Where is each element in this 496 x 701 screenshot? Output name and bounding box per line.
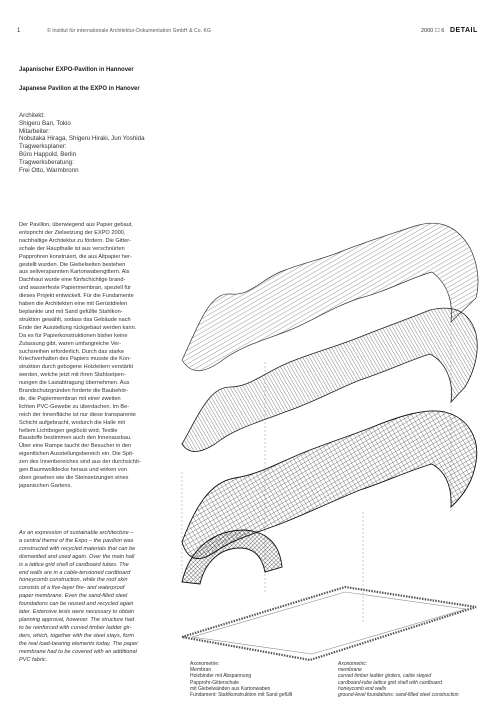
text-line: struktion durch gebogene Holzleitern verstärkt <box>19 364 134 371</box>
title-english: Japanese Pavilion at the EXPO in Hanover <box>19 86 140 92</box>
text-line: Zulassung gibt, waren umfangreiche Ver- <box>19 340 121 347</box>
caption-line: membrane <box>338 667 362 674</box>
credit-line: Architekt: <box>19 112 45 119</box>
text-line: constructed with recycled materials that can be <box>19 545 136 552</box>
credit-line: Tragwerksplaner: <box>19 143 67 151</box>
text-line: schale der Haupthalle ist aus verschnürten <box>19 245 125 252</box>
text-line: consists of a five-layer fire- and waterproof <box>19 585 125 592</box>
page-number: 1 <box>17 28 21 34</box>
text-line: Baustoffe bestimmen auch den Innenausbau. <box>19 435 132 442</box>
text-line: ders, which, together with the steel stays, form <box>19 632 135 639</box>
foundation-layer <box>182 587 476 660</box>
text-line: Über eine Rampe taucht der Besucher in den <box>19 443 132 450</box>
text-line: gen Baumwolldecke heraus und wirken von <box>19 467 127 474</box>
text-line: end walls are in a cable-tensioned cardboard <box>19 569 131 576</box>
credit-line: Frei Otto, Warmbronn <box>19 166 79 174</box>
credit-line: Shigeru Ban, Tokio <box>19 119 71 127</box>
text-line: beplankte und mit Sand gefüllte Stahlkon- <box>19 308 123 315</box>
body-text-german <box>19 222 181 491</box>
caption-line: Axonometrie: <box>190 661 220 667</box>
text-line: entspricht der Zielsetzung der EXPO 2000, <box>19 229 126 236</box>
text-line: Der Pavillon, überwiegend aus Papier gebaut, <box>19 222 133 228</box>
text-line: Kriechverhalten des Papiers musste die Kon- <box>19 356 131 363</box>
body-text-english <box>19 530 181 664</box>
caption-line: Papprohr-Gitterschale <box>190 679 239 686</box>
text-line: As an expression of sustainable architecture – <box>19 530 134 536</box>
text-line: foundations can be reused and recycled again <box>19 601 134 608</box>
publisher-line: © Institut für internationale Architektur-Dokumentation GmbH & Co. KG <box>47 28 211 34</box>
caption-line: ground-level foundations: sand-filled steel construction <box>338 692 459 699</box>
text-line: werden, welche jetzt mit ihren Stahlsetpen- <box>19 372 126 379</box>
credit-line: Büro Happold, Berlin <box>19 150 77 158</box>
text-line: later. Extensive tests were necessary to obtain <box>19 609 135 616</box>
caption-english <box>338 661 459 698</box>
text-line: membrane had to be covered with an additional <box>19 648 137 655</box>
text-line: de, die Papiermembran mit einer zweiten <box>19 395 121 402</box>
text-line: aus seilverspannten Kartonwabengittern. Als <box>19 269 130 276</box>
text-line: Papprohren konstruiert, die aus Altpapier her- <box>19 253 132 260</box>
credit-line: Nobutaka Hiraga, Shigeru Hiraki, Jun Yoshida <box>19 135 145 143</box>
text-line: is a lattice grid shell of cardboard tubes. The <box>19 561 129 568</box>
text-line: PVC fabric. <box>19 656 48 663</box>
caption-german <box>190 661 292 698</box>
text-line: struktion gewählt, sodass das Gebäude nach <box>19 316 131 323</box>
text-line: gestellt wurden. Die Giebelseiten bestehen <box>19 261 126 268</box>
text-line: Schicht aufgebracht, wodurch die Halle mit <box>19 419 126 426</box>
text-line: nachhaltige Architektur zu fördern. Die Gitter- <box>19 237 131 244</box>
text-line: paper membrane. Even the sand-filled steel <box>19 593 128 600</box>
caption-line: curved timber ladder girders, cable stayed <box>338 673 432 680</box>
caption-line: honeycomb end walls <box>338 685 387 692</box>
axonometric-drawing <box>170 212 496 682</box>
text-line: japanischen Gartens. <box>19 482 72 489</box>
text-line: Dachhaut wurde eine fünfschichtige brand- <box>19 277 126 284</box>
text-line: hellem Lichtbogen geglöckt wird. Textile <box>19 427 118 434</box>
text-line: planning approval, however. The structure had <box>19 616 135 623</box>
text-line: und wasserfeste Papiermembran, speziell für <box>19 285 131 292</box>
text-line: Brandschutzgründen forderte die Baubehör- <box>19 388 129 395</box>
issue-number: 2000 ☐ 6 <box>421 28 445 34</box>
caption-line: Holzbinder mit Abspannung <box>190 673 252 680</box>
text-line: suchsreihen erforderlich. Durch das starke <box>19 348 125 355</box>
text-line: to be reinforced with curved timber ladder gir- <box>19 624 132 631</box>
text-line: the real load-bearing elements today. The paper <box>19 640 138 647</box>
credit-line: Mitarbeiter: <box>19 127 50 135</box>
text-line: eigentlichen Ausstellungsbereich ein. Die Spit- <box>19 451 134 458</box>
title-german: Japanischer EXPO-Pavillon in Hannover <box>19 67 134 73</box>
credits-block <box>19 112 145 174</box>
caption-line: cardboard-tube lattice grid shell with cardboard <box>338 679 442 686</box>
caption-line: Fundament: Stahlkonstruktion mit Sand gefüllt <box>190 692 293 699</box>
detail-logo: DETAIL <box>450 27 478 34</box>
text-line: lichten PVC-Gewebe zu überdachen. Im Be- <box>19 403 130 410</box>
text-line: reich der Innenfläche ist nur diese transparente <box>19 411 136 418</box>
text-line: haben die Architekten eine mit Gerüstdielen <box>19 301 128 308</box>
text-line: dismantled and used again. Over the main hall <box>19 553 135 560</box>
caption-line: Axonometric: <box>338 661 368 667</box>
text-line: oben gesehen wie die Steinsetzungen eines <box>19 475 129 481</box>
text-line: dieses Projekt entwickelt. Für die Fundamente <box>19 293 134 300</box>
text-line: zen des Innenbereiches sind aus der durchsichti- <box>19 459 141 466</box>
caption-line: mit Giebelwänden aus Kartonwaben <box>190 685 271 692</box>
text-line: honeycomb construction, while the roof skin <box>19 577 128 584</box>
page-header <box>0 0 496 40</box>
text-line: Da es für Papierkonstruktionen bisher keine <box>19 332 128 339</box>
credit-line: Tragwerksberatung: <box>19 158 74 166</box>
caption-line: Membran <box>190 667 212 674</box>
text-line: nungen die Lastabtragung übernehmen. Aus <box>19 380 130 387</box>
text-line: a central theme of the Expo – the pavilion was <box>19 537 134 544</box>
text-line: Ende der Ausstellung rückgebaut werden kann. <box>19 324 137 331</box>
